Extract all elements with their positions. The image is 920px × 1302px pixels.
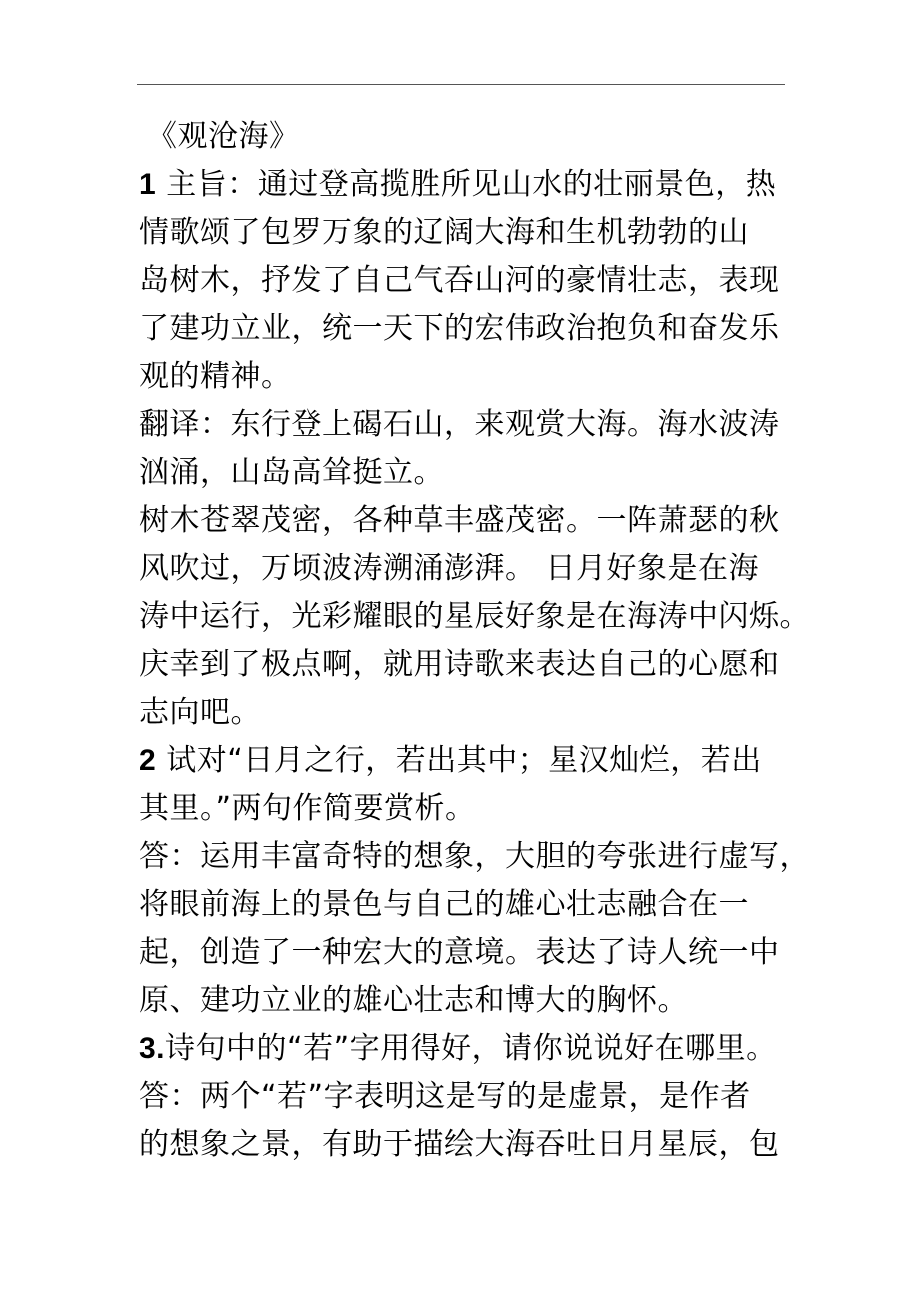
- item-number: 2: [139, 744, 157, 777]
- text-line: 翻译：东行登上碣石山，来观赏大海。海水波涛: [139, 407, 780, 442]
- text-line: 将眼前海上的景色与自己的雄心壮志融合在一: [139, 887, 749, 922]
- text-line: 1 主旨：通过登高揽胜所见山水的壮丽景色，热: [139, 167, 777, 202]
- item-number: 3.: [139, 1032, 166, 1065]
- header-rule: [137, 84, 785, 85]
- text-line: 3.诗句中的“若”字用得好，请你说说好在哪里。: [139, 1031, 777, 1066]
- text-line: 2 试对“日月之行，若出其中；星汉灿烂，若出: [139, 743, 762, 778]
- document-title: 《观沧海》: [147, 119, 300, 154]
- text-line: 观的精神。: [139, 359, 292, 394]
- text-line: 起，创造了一种宏大的意境。表达了诗人统一中: [139, 935, 780, 970]
- text-line: 树木苍翠茂密，各种草丰盛茂密。一阵萧瑟的秋: [139, 503, 780, 538]
- document-body: [139, 113, 810, 1169]
- text-line: 了建功立业，统一天下的宏伟政治抱负和奋发乐: [139, 311, 780, 346]
- text-line: 志向吧。: [139, 695, 261, 730]
- text-line: 岛树木，抒发了自己气吞山河的豪情壮志，表现: [139, 263, 780, 298]
- text-line: 情歌颂了包罗万象的辽阔大海和生机勃勃的山: [139, 215, 749, 250]
- text-line: 其里。”两句作简要赏析。: [139, 791, 476, 826]
- text-line: 风吹过，万顷波涛溯涌澎湃。 日月好象是在海: [139, 551, 760, 586]
- text-line: 涛中运行，光彩耀眼的星辰好象是在海涛中闪烁。: [139, 599, 810, 634]
- text-line: 汹涌，山岛高耸挺立。: [139, 455, 444, 490]
- text-line: 庆幸到了极点啊，就用诗歌来表达自己的心愿和: [139, 647, 780, 682]
- item-number: 1: [139, 168, 157, 201]
- text-line: 答：运用丰富奇特的想象，大胆的夸张进行虚写，: [139, 839, 810, 874]
- text-line: 原、建功立业的雄心壮志和博大的胸怀。: [139, 983, 688, 1018]
- text-line: 答：两个“若”字表明这是写的是虚景，是作者: [139, 1079, 751, 1114]
- text-line: 的想象之景，有助于描绘大海吞吐日月星辰，包: [139, 1127, 780, 1162]
